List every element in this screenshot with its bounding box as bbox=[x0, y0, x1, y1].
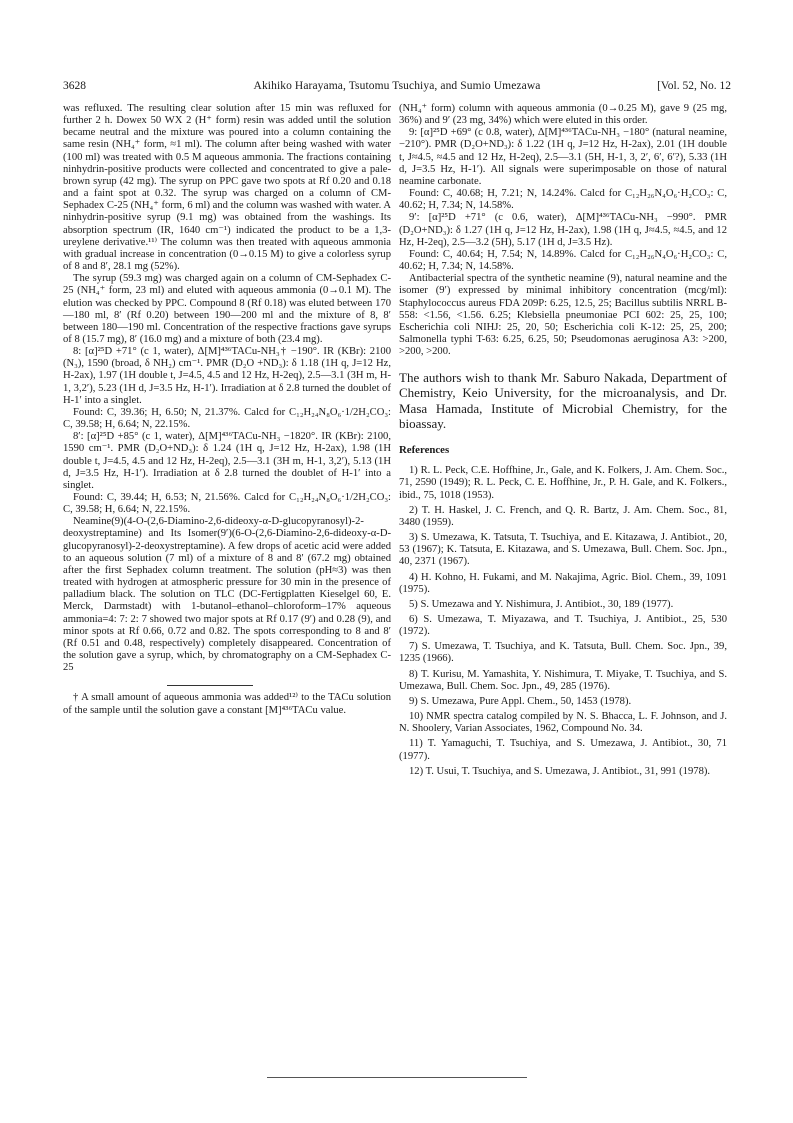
paragraph: 9: [α]²⁵D +69° (c 0.8, water), Δ[M]⁴³⁶TACu-NH₃ −180° (natural neamine, −210°). PMR (D₂O+ND₃): δ 1.22 (1H q, J=12 Hz, H-2ax), 2.01 (1H double t, J≈4.5, ≈4.5 and 12 Hz, H-2eq), 2.5—3.1 (5H, H-1, 3, 2′, 6′, 6′?), 5.33 (1H d, J=3.5 Hz, H-1′). All signals were superimposable on those of natural neamine carbonate. bbox=[399, 127, 727, 187]
reference-item: 11) T. Yamaguchi, T. Tsuchiya, and S. Umezawa, J. Antibiot., 30, 71 (1977). bbox=[399, 738, 727, 762]
footnote-rule bbox=[167, 685, 253, 686]
reference-item: 6) S. Umezawa, T. Miyazawa, and T. Tsuchiya, J. Antibiot., 25, 530 (1972). bbox=[399, 613, 727, 638]
paragraph: 8′: [α]²⁵D +85° (c 1, water), Δ[M]⁴³⁶TACu-NH₃ −1820°. IR (KBr): 2100, 1590 cm⁻¹. PMR (D₂O+ND₃): δ 1.24 (1H q, J=12 Hz, H-2ax), 1.98 (1H double t, J=4.5, 4.5 and 12 Hz, H-2eq), 2.5—3.1 (3H m, H-1, 3,2′), 5.13 (1H d, J=3.5 Hz, H-1′). Irradiation at δ 2.8 turned the doublet of H-1′ into a singlet. bbox=[63, 431, 391, 491]
reference-item: 3) S. Umezawa, K. Tatsuta, T. Tsuchiya, and E. Kitazawa, J. Antibiot., 20, 53 (1967); K. Tatsuta, E. Kitazawa, and S. Umezawa, Bull. Chem. Soc. Jpn., 40, 2371 (1967). bbox=[399, 532, 727, 568]
references-heading: References bbox=[399, 444, 450, 457]
reference-item: 1) R. L. Peck, C.E. Hoffhine, Jr., Gale, and K. Folkers, J. Am. Chem. Soc., 71, 2590 (1949); R. L. Peck, C. E. Hoffhine, Jr., P. H. Gale, and K. Folkers., ibid., 75, 1018 (1953). bbox=[399, 465, 727, 501]
paragraph: 8: [α]²⁵D +71° (c 1, water), Δ[M]⁴³⁶TACu-NH₃† −190°. IR (KBr): 2100 (N₃), 1590 (broad, δ NH₂) cm⁻¹. PMR (D₂O +ND₃): δ 1.18 (1H q, J=12 Hz, H-2ax), 1.97 (1H double t, J=4.5, 4.5 and 12 Hz, H-2eq), 2.5—3.1 (3H m, H-1, 3,2′), 5.23 (1H d, J=3.5 Hz, H-1′). Irradiation at δ 2.8 turned the doublet of H-1′ into a singlet. bbox=[63, 346, 391, 406]
reference-item: 10) NMR spectra catalog compiled by N. S. Bhacca, L. F. Johnson, and J. N. Shoolery, Varian Associates, 1962, Compound No. 34. bbox=[399, 711, 727, 735]
paragraph: The syrup (59.3 mg) was charged again on a column of CM-Sephadex C-25 (NH₄⁺ form, 23 ml) and eluted with aqueous ammonia (0→0.1 M). The elution was checked by PPC. Compound 8 (Rf 0.18) was eluted between 170—180 ml, 8′ (Rf 0.20) between 190—200 ml and the mixture of 8, 8′ between 180—190 ml. Concentration of the respective fractions gave syrups of 8 (15.7 mg), 8′ (16.0 mg) and a mixture of both (23.4 mg). bbox=[63, 273, 391, 345]
running-header bbox=[63, 80, 731, 96]
paragraph: (NH₄⁺ form) column with aqueous ammonia (0→0.25 M), gave 9 (25 mg, 36%) and 9′ (23 mg, 34%) which were eluted in this order. bbox=[399, 103, 727, 127]
paragraph: Found: C, 40.68; H, 7.21; N, 14.24%. Calcd for C₁₂H₂₆N₄O₆·H₂CO₃: C, 40.62; H, 7.34; N, 14.58%. bbox=[399, 188, 727, 212]
reference-item: 5) S. Umezawa and Y. Nishimura, J. Antibiot., 30, 189 (1977). bbox=[409, 598, 674, 610]
reference-item: 7) S. Umezawa, T. Tsuchiya, and K. Tatsuta, Bull. Chem. Soc. Jpn., 39, 1235 (1966). bbox=[399, 641, 727, 665]
page-number: 3628 bbox=[63, 80, 86, 92]
reference-list bbox=[399, 465, 727, 778]
header-authors: Akihiko Harayama, Tsutomu Tsuchiya, and Sumio Umezawa bbox=[253, 80, 541, 92]
reference-item: 12) T. Usui, T. Tsuchiya, and S. Umezawa, J. Antibiot., 31, 991 (1978). bbox=[409, 765, 711, 777]
footnote: † A small amount of aqueous ammonia was added¹²⁾ to the TACu solution of the sample until the solution gave a constant [M]⁴³⁶TACu value. bbox=[63, 692, 391, 716]
left-column bbox=[63, 103, 391, 717]
reference-item: 4) H. Kohno, H. Fukami, and M. Nakajima, Agric. Biol. Chem., 39, 1091 (1975). bbox=[399, 571, 727, 595]
right-column bbox=[399, 103, 727, 781]
page-end-rule bbox=[267, 1077, 527, 1078]
paragraph: Found: C, 39.36; H, 6.50; N, 21.37%. Calcd for C₁₂H₂₄N₈O₆·1/2H₂CO₃: C, 39.58; H, 6.64; N, 22.15%. bbox=[63, 406, 391, 431]
reference-item: 2) T. H. Haskel, J. C. French, and Q. R. Bartz, J. Am. Chem. Soc., 81, 3480 (1959). bbox=[399, 504, 727, 528]
paragraph: Found: C, 39.44; H, 6.53; N, 21.56%. Calcd for C₁₂H₂₄N₈O₆·1/2H₂CO₃: C, 39.58; H, 6.64; N, 22.15%. bbox=[63, 492, 391, 516]
paragraph: 9′: [α]²⁵D +71° (c 0.6, water), Δ[M]⁴³⁶TACu-NH₃ −990°. PMR (D₂O+ND₃): δ 1.27 (1H q, J=12 Hz, H-2ax), 1.98 (1H q, J≈4.5, ≈4.5, and 12 Hz, H-2eq), 2.5—3.2 (5H), 5.17 (1H d, J=3.5 Hz). bbox=[399, 212, 727, 248]
paragraph: was refluxed. The resulting clear solution after 15 min was refluxed for further 2 h. Dowex 50 WX 2 (H⁺ form) resin was added until the solution became neutral and the mixture was poured into a column containing the same resin (NH₄⁺ form, ≈1 ml). The column after being washed with water (100 ml) was treated with 0.5 M aqueous ammonia. The fractions containing ninhydrin-positive products were collected and concentrated to give a pale-brown syrup (42 mg). The syrup on PPC gave two spots at Rf 0.20 and 0.18 and a faint spot at 0.32. The syrup was charged on a column of CM-Sephadex C-25 (NH₄⁺ form, 6 ml) and the column was washed with water. A ninhydrin-positive syrup (9.1 mg) was obtained from the washings. Its absorption spectrum (IR, 1640 cm⁻¹) indicated the product to be a 1,3-ureylene derivative.¹¹⁾ The column was then treated with aqueous ammonia with gradual increase in concentration (0→0.15 M) to give a colorless syrup of 8 and 8′, 28.1 mg (52%). bbox=[63, 103, 391, 273]
paragraph: Antibacterial spectra of the synthetic neamine (9), natural neamine and the isomer (9′) expressed by minimal inhibitory concentration (mcg/ml): Staphylococcus aureus FDA 209P: 6.25, 12.5, 25; Bacillus subtilis NRRL B-558: <1.56, <1.56. 6.25; Klebsiella pneumoniae PCI 602: 25, 25, 100; Escherichia coli NIHJ: 25, 20, 50; Escherichia coli K-12: 25, 25, 200; Salmonella typhi T-63: 6.25, 6.25, 50; Pseudomonas aeruginosa A3: >200, >200, >200. bbox=[399, 273, 727, 358]
header-volume: [Vol. 52, No. 12 bbox=[657, 80, 731, 92]
reference-item: 9) S. Umezawa, Pure Appl. Chem., 50, 1453 (1978). bbox=[409, 695, 632, 707]
paragraph: Neamine(9)(4-O-(2,6-Diamino-2,6-dideoxy-α-D-glucopyranosyl)-2-deoxystreptamine) and Its Isomer(9′)(6-O-(2,6-Diamino-2,6-dideoxy-α-D-glucopyranosyl)-2-deoxystreptamine). A few drops of acetic acid were added to an aqueous solution (7 ml) of a mixture of 8 and 8′ (67.2 mg) obtained after the first Sephadex column treatment. The solution (pH≈3) was then treated with hydrogen at atmospheric pressure for 30 min in the presence of palladium black. The solution on TLC (DC-Fertigplatten Kieselgel 60, E. Merck, Darmstadt) with 1-butanol–ethanol–chloroform–17% aqueous ammonia=4: 7: 2: 7 showed two major spots at Rf 0.17 (9′) and 0.28 (9), and minor spots at Rf 0.66, 0.72 and 0.82. The spots corresponding to 8 and 8′ (Rf 0.51 and 0.48, respectively) completely disappeared. Concentration of the solution gave a syrup, which, by chromatography on a CM-Sephadex C-25 bbox=[63, 516, 391, 674]
paragraph: Found: C, 40.64; H, 7.54; N, 14.89%. Calcd for C₁₂H₂₆N₄O₆·H₂CO₃: C, 40.62; H, 7.34; N, 14.58%. bbox=[399, 248, 727, 273]
acknowledgment: The authors wish to thank Mr. Saburo Nakada, Department of Chemistry, Keio University, for the microanalysis, and Dr. Masa Hamada, Institute of Microbial Chemistry, for the bioassay. bbox=[399, 370, 727, 431]
reference-item: 8) T. Kurisu, M. Yamashita, Y. Nishimura, T. Miyake, T. Tsuchiya, and S. Umezawa, Bull. Chem. Soc. Jpn., 49, 285 (1976). bbox=[399, 668, 727, 692]
